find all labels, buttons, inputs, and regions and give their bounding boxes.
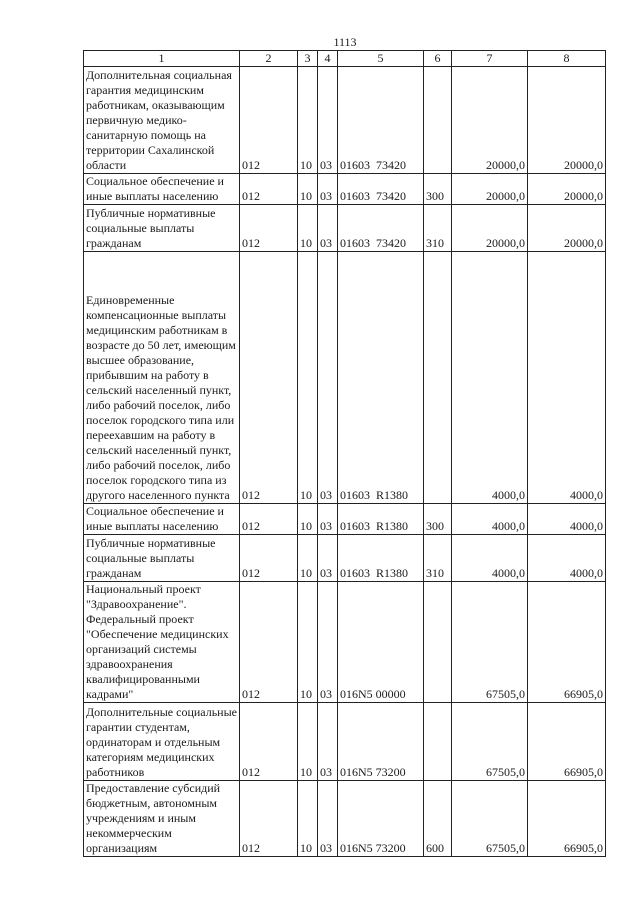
- target-article-code: 01603 R1380: [338, 252, 424, 504]
- item-name: Дополнительные социальные гарантии студентам, ординаторам и отдельным категориям медицинских работников: [84, 703, 240, 781]
- ministry-code: 012: [240, 504, 298, 535]
- ministry-code: 012: [240, 781, 298, 857]
- column-number: 7: [452, 51, 528, 67]
- column-number: 4: [318, 51, 338, 67]
- column-number: 1: [84, 51, 240, 67]
- expense-type-code: [424, 703, 452, 781]
- subsection-code: 03: [318, 252, 338, 504]
- section-code: 10: [298, 205, 318, 252]
- table-row: [84, 205, 606, 252]
- amount-year-2: 66905,0: [528, 781, 606, 857]
- column-number: 3: [298, 51, 318, 67]
- section-code: 10: [298, 781, 318, 857]
- expense-type-code: 300: [424, 174, 452, 205]
- column-number: 5: [338, 51, 424, 67]
- subsection-code: 03: [318, 703, 338, 781]
- expense-type-code: 300: [424, 504, 452, 535]
- section-code: 10: [298, 252, 318, 504]
- target-article-code: 016N5 73200: [338, 703, 424, 781]
- amount-year-2: 66905,0: [528, 582, 606, 703]
- expense-type-code: [424, 67, 452, 174]
- item-name: Национальный проект "Здравоохранение". Федеральный проект "Обеспечение медицинских организаций системы здравоохранения квалифицированными кадрами": [84, 582, 240, 703]
- table-row: [84, 703, 606, 781]
- table-row: [84, 535, 606, 582]
- ministry-code: 012: [240, 67, 298, 174]
- expense-type-code: 310: [424, 535, 452, 582]
- section-code: 10: [298, 582, 318, 703]
- target-article-code: 01603 73420: [338, 174, 424, 205]
- target-article-code: 01603 73420: [338, 205, 424, 252]
- subsection-code: 03: [318, 781, 338, 857]
- target-article-code: 01603 R1380: [338, 535, 424, 582]
- table-row: [84, 504, 606, 535]
- ministry-code: 012: [240, 205, 298, 252]
- subsection-code: 03: [318, 205, 338, 252]
- item-name: Дополнительная социальная гарантия медицинским работникам, оказывающим первичную медико-санитарную помощь на территории Сахалинской области: [84, 67, 240, 174]
- subsection-code: 03: [318, 535, 338, 582]
- subsection-code: 03: [318, 67, 338, 174]
- item-name: Социальное обеспечение и иные выплаты населению: [84, 504, 240, 535]
- target-article-code: 01603 R1380: [338, 504, 424, 535]
- target-article-code: 016N5 00000: [338, 582, 424, 703]
- item-name: Предоставление субсидий бюджетным, автономным учреждениям и иным некоммерческим организациям: [84, 781, 240, 857]
- amount-year-1: 67505,0: [452, 781, 528, 857]
- expense-type-code: [424, 582, 452, 703]
- amount-year-1: 4000,0: [452, 504, 528, 535]
- subsection-code: 03: [318, 174, 338, 205]
- budget-table: [83, 50, 606, 857]
- amount-year-2: 4000,0: [528, 504, 606, 535]
- ministry-code: 012: [240, 252, 298, 504]
- amount-year-2: 66905,0: [528, 703, 606, 781]
- target-article-code: 01603 73420: [338, 67, 424, 174]
- expense-type-code: [424, 252, 452, 504]
- subsection-code: 03: [318, 504, 338, 535]
- table-row: [84, 67, 606, 174]
- ministry-code: 012: [240, 703, 298, 781]
- table-row: [84, 781, 606, 857]
- amount-year-2: 20000,0: [528, 205, 606, 252]
- target-article-code: 016N5 73200: [338, 781, 424, 857]
- ministry-code: 012: [240, 582, 298, 703]
- item-name: Публичные нормативные социальные выплаты гражданам: [84, 205, 240, 252]
- item-name: Публичные нормативные социальные выплаты гражданам: [84, 535, 240, 582]
- page-number: 1113: [333, 35, 357, 49]
- column-number: 6: [424, 51, 452, 67]
- amount-year-2: 20000,0: [528, 67, 606, 174]
- amount-year-1: 67505,0: [452, 703, 528, 781]
- amount-year-1: 20000,0: [452, 205, 528, 252]
- column-number: 2: [240, 51, 298, 67]
- item-name: Социальное обеспечение и иные выплаты населению: [84, 174, 240, 205]
- ministry-code: 012: [240, 174, 298, 205]
- section-code: 10: [298, 174, 318, 205]
- table-row: [84, 252, 606, 504]
- column-number-row: [84, 51, 606, 67]
- amount-year-2: 20000,0: [528, 174, 606, 205]
- amount-year-2: 4000,0: [528, 535, 606, 582]
- subsection-code: 03: [318, 582, 338, 703]
- amount-year-1: 67505,0: [452, 582, 528, 703]
- ministry-code: 012: [240, 535, 298, 582]
- amount-year-1: 20000,0: [452, 174, 528, 205]
- amount-year-1: 4000,0: [452, 252, 528, 504]
- amount-year-2: 4000,0: [528, 252, 606, 504]
- expense-type-code: 310: [424, 205, 452, 252]
- amount-year-1: 4000,0: [452, 535, 528, 582]
- item-name: Единовременные компенсационные выплаты медицинским работникам в возрасте до 50 лет, имеющим высшее образование, прибывшим на работу в сельский населенный пункт, либо рабочий поселок, либо поселок городского типа или переехавшим на работу в сельский населенный пункт, либо рабочий поселок, либо поселок городского типа из другого населенного пункта: [84, 252, 240, 504]
- section-code: 10: [298, 703, 318, 781]
- section-code: 10: [298, 504, 318, 535]
- amount-year-1: 20000,0: [452, 67, 528, 174]
- table-row: [84, 582, 606, 703]
- table-row: [84, 174, 606, 205]
- section-code: 10: [298, 535, 318, 582]
- column-number: 8: [528, 51, 606, 67]
- section-code: 10: [298, 67, 318, 174]
- expense-type-code: 600: [424, 781, 452, 857]
